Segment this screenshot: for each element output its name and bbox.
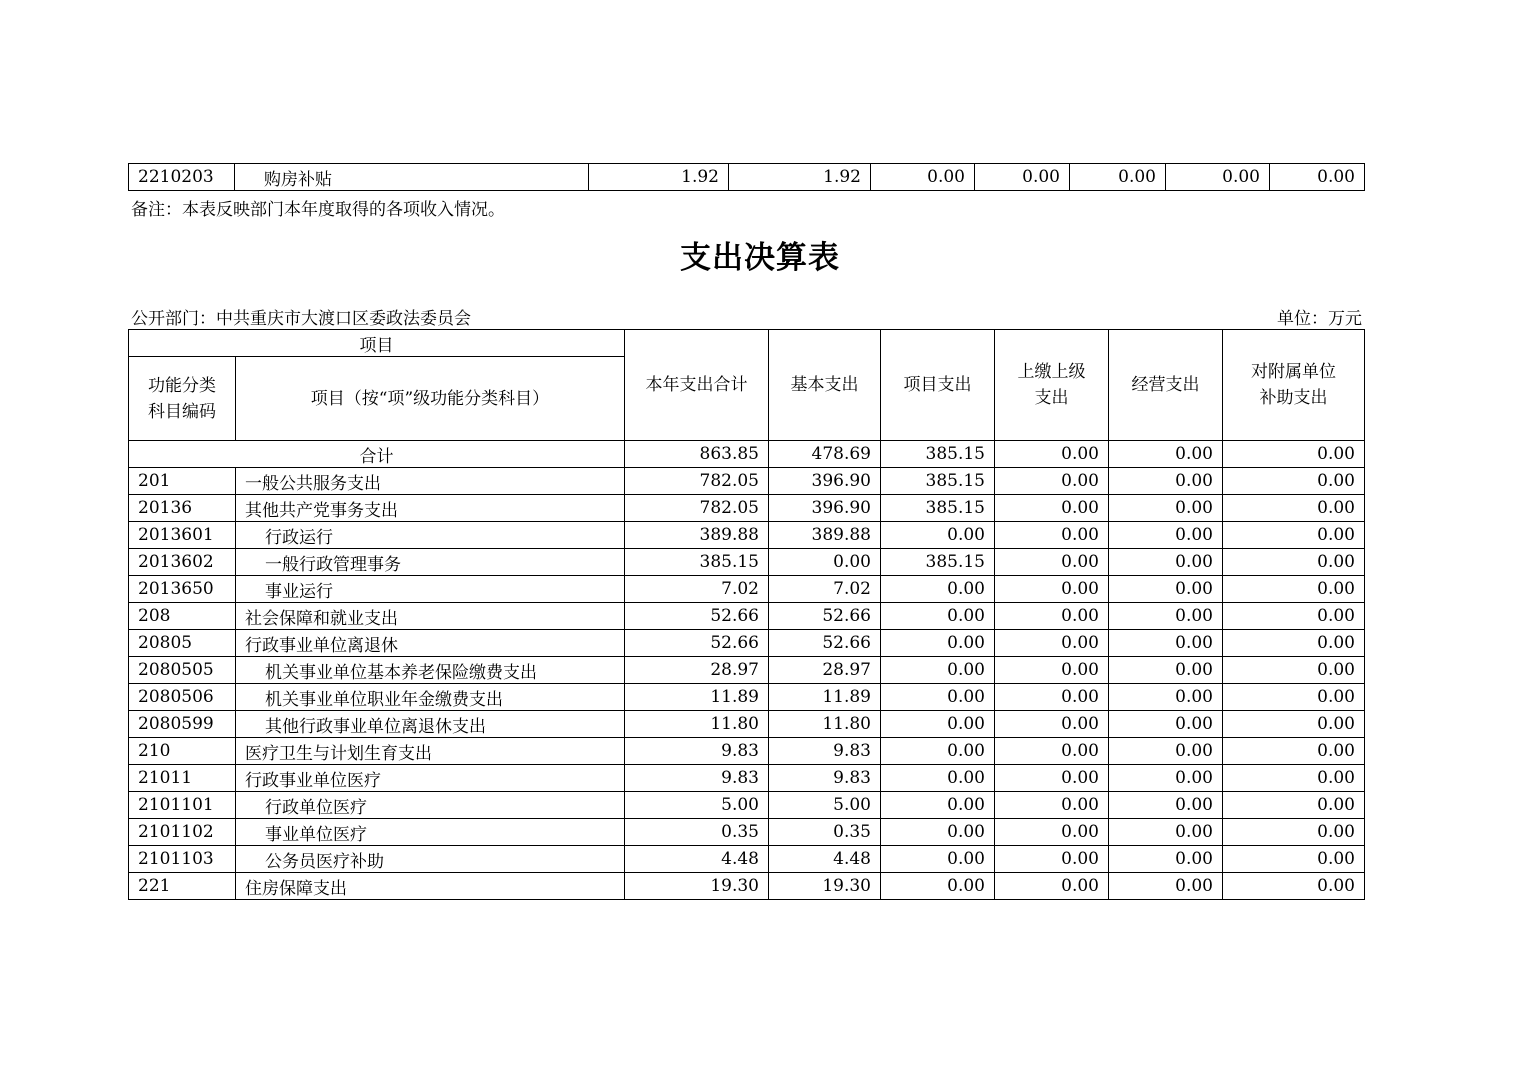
row-value: 0.00 xyxy=(1270,164,1365,191)
row-value: 0.00 xyxy=(995,630,1109,657)
row-code: 208 xyxy=(129,603,236,630)
row-value: 0.00 xyxy=(881,576,995,603)
row-value: 0.00 xyxy=(995,846,1109,873)
row-value: 1.92 xyxy=(589,164,729,191)
row-value: 0.00 xyxy=(1223,819,1365,846)
row-value: 0.00 xyxy=(1109,819,1223,846)
header-code: 功能分类科目编码 xyxy=(129,357,236,441)
row-value: 11.89 xyxy=(625,684,769,711)
row-value: 0.00 xyxy=(995,657,1109,684)
row-value: 385.15 xyxy=(881,549,995,576)
row-value: 0.00 xyxy=(995,765,1109,792)
header-total: 本年支出合计 xyxy=(625,330,769,441)
row-value: 0.00 xyxy=(881,603,995,630)
row-code: 21011 xyxy=(129,765,236,792)
table-body xyxy=(129,468,1365,900)
row-value: 0.00 xyxy=(995,819,1109,846)
row-code: 210 xyxy=(129,738,236,765)
row-name: 住房保障支出 xyxy=(236,873,625,900)
row-value: 0.00 xyxy=(1223,657,1365,684)
row-value: 0.00 xyxy=(995,522,1109,549)
row-value: 0.00 xyxy=(975,164,1070,191)
table-row xyxy=(129,657,1365,684)
row-value: 0.00 xyxy=(1223,765,1365,792)
row-value: 0.00 xyxy=(995,792,1109,819)
row-code: 2080505 xyxy=(129,657,236,684)
row-value: 0.00 xyxy=(995,549,1109,576)
row-value: 0.00 xyxy=(1109,873,1223,900)
row-value: 0.35 xyxy=(769,819,881,846)
total-row xyxy=(129,441,1365,468)
row-value: 28.97 xyxy=(625,657,769,684)
row-name: 机关事业单位职业年金缴费支出 xyxy=(236,684,625,711)
row-value: 0.00 xyxy=(1223,522,1365,549)
row-name: 公务员医疗补助 xyxy=(236,846,625,873)
row-code: 2080506 xyxy=(129,684,236,711)
row-value: 0.00 xyxy=(1109,576,1223,603)
total-label: 合计 xyxy=(129,441,625,468)
row-name: 机关事业单位基本养老保险缴费支出 xyxy=(236,657,625,684)
row-value: 0.00 xyxy=(881,738,995,765)
row-name: 事业单位医疗 xyxy=(236,819,625,846)
department-label: 公开部门：中共重庆市大渡口区委政法委员会 xyxy=(131,309,471,329)
row-value: 11.80 xyxy=(625,711,769,738)
header-row xyxy=(129,330,1365,357)
row-name: 其他行政事业单位离退休支出 xyxy=(236,711,625,738)
row-value: 0.00 xyxy=(769,549,881,576)
row-value: 0.00 xyxy=(1223,495,1365,522)
row-code: 20136 xyxy=(129,495,236,522)
row-value: 0.00 xyxy=(1223,549,1365,576)
row-value: 0.00 xyxy=(995,495,1109,522)
row-value: 0.00 xyxy=(1109,711,1223,738)
row-value: 0.00 xyxy=(881,684,995,711)
row-value: 0.00 xyxy=(1109,765,1223,792)
row-code: 2210203 xyxy=(129,164,235,191)
header-subsidiary: 对附属单位补助支出 xyxy=(1223,330,1365,441)
row-name: 行政运行 xyxy=(236,522,625,549)
header-name: 项目（按“项”级功能分类科目） xyxy=(236,357,625,441)
header-basic: 基本支出 xyxy=(769,330,881,441)
row-name: 行政单位医疗 xyxy=(236,792,625,819)
row-code: 2101102 xyxy=(129,819,236,846)
row-value: 0.00 xyxy=(1166,164,1270,191)
row-value: 782.05 xyxy=(625,495,769,522)
row-code: 2101103 xyxy=(129,846,236,873)
row-value: 52.66 xyxy=(769,630,881,657)
table-row xyxy=(129,792,1365,819)
row-value: 28.97 xyxy=(769,657,881,684)
table-row xyxy=(129,576,1365,603)
total-value: 863.85 xyxy=(625,441,769,468)
page-title: 支出决算表 xyxy=(680,240,840,276)
table-row xyxy=(129,603,1365,630)
row-value: 0.00 xyxy=(881,846,995,873)
row-value: 5.00 xyxy=(769,792,881,819)
row-value: 5.00 xyxy=(625,792,769,819)
table-row xyxy=(129,819,1365,846)
row-value: 0.00 xyxy=(881,819,995,846)
header-project: 项目支出 xyxy=(881,330,995,441)
table-row xyxy=(129,684,1365,711)
row-code: 20805 xyxy=(129,630,236,657)
row-value: 0.00 xyxy=(1223,603,1365,630)
row-code: 2101101 xyxy=(129,792,236,819)
row-value: 0.00 xyxy=(1109,846,1223,873)
table-row xyxy=(129,711,1365,738)
table-note: 备注：本表反映部门本年度取得的各项收入情况。 xyxy=(131,200,505,220)
table-row xyxy=(129,765,1365,792)
row-value: 1.92 xyxy=(729,164,871,191)
row-value: 4.48 xyxy=(769,846,881,873)
row-value: 4.48 xyxy=(625,846,769,873)
row-value: 0.00 xyxy=(1109,684,1223,711)
row-value: 396.90 xyxy=(769,468,881,495)
row-value: 0.00 xyxy=(881,522,995,549)
row-name: 购房补贴 xyxy=(235,164,589,191)
row-value: 0.00 xyxy=(1109,738,1223,765)
row-name: 行政事业单位离退休 xyxy=(236,630,625,657)
row-code: 2013602 xyxy=(129,549,236,576)
row-name: 其他共产党事务支出 xyxy=(236,495,625,522)
row-value: 9.83 xyxy=(625,765,769,792)
row-name: 行政事业单位医疗 xyxy=(236,765,625,792)
row-value: 396.90 xyxy=(769,495,881,522)
row-value: 0.00 xyxy=(1070,164,1166,191)
row-value: 0.00 xyxy=(1109,630,1223,657)
row-value: 0.00 xyxy=(995,468,1109,495)
row-value: 0.00 xyxy=(881,873,995,900)
row-value: 0.00 xyxy=(1223,630,1365,657)
row-value: 0.00 xyxy=(1109,522,1223,549)
row-value: 52.66 xyxy=(625,603,769,630)
row-value: 0.00 xyxy=(881,792,995,819)
row-value: 0.00 xyxy=(1109,792,1223,819)
row-code: 2013601 xyxy=(129,522,236,549)
row-value: 0.00 xyxy=(1223,792,1365,819)
table-row xyxy=(129,468,1365,495)
row-value: 0.00 xyxy=(995,603,1109,630)
row-value: 389.88 xyxy=(769,522,881,549)
row-value: 0.00 xyxy=(1223,468,1365,495)
row-value: 0.00 xyxy=(881,765,995,792)
row-value: 0.00 xyxy=(995,684,1109,711)
row-value: 9.83 xyxy=(625,738,769,765)
row-value: 11.80 xyxy=(769,711,881,738)
row-name: 一般公共服务支出 xyxy=(236,468,625,495)
table-row xyxy=(129,164,1365,191)
row-value: 52.66 xyxy=(769,603,881,630)
row-value: 0.00 xyxy=(995,711,1109,738)
row-value: 0.00 xyxy=(1223,873,1365,900)
row-value: 389.88 xyxy=(625,522,769,549)
row-value: 385.15 xyxy=(881,468,995,495)
row-value: 0.00 xyxy=(1109,468,1223,495)
row-value: 11.89 xyxy=(769,684,881,711)
table-row xyxy=(129,549,1365,576)
row-name: 医疗卫生与计划生育支出 xyxy=(236,738,625,765)
row-value: 19.30 xyxy=(625,873,769,900)
row-value: 0.00 xyxy=(881,711,995,738)
row-value: 19.30 xyxy=(769,873,881,900)
row-value: 9.83 xyxy=(769,738,881,765)
row-value: 0.00 xyxy=(1109,657,1223,684)
previous-table-fragment xyxy=(128,163,1365,191)
expenditure-table xyxy=(128,329,1365,900)
table-row xyxy=(129,495,1365,522)
table-row xyxy=(129,846,1365,873)
row-name: 社会保障和就业支出 xyxy=(236,603,625,630)
total-value: 0.00 xyxy=(995,441,1109,468)
header-upper: 上缴上级支出 xyxy=(995,330,1109,441)
row-value: 0.00 xyxy=(995,576,1109,603)
row-value: 782.05 xyxy=(625,468,769,495)
table-row xyxy=(129,522,1365,549)
row-value: 0.00 xyxy=(1223,711,1365,738)
row-value: 385.15 xyxy=(881,495,995,522)
table-row xyxy=(129,738,1365,765)
row-code: 201 xyxy=(129,468,236,495)
row-value: 0.00 xyxy=(881,657,995,684)
row-value: 7.02 xyxy=(769,576,881,603)
row-value: 0.00 xyxy=(881,630,995,657)
row-value: 0.00 xyxy=(1109,549,1223,576)
row-value: 0.00 xyxy=(1223,738,1365,765)
row-value: 7.02 xyxy=(625,576,769,603)
row-value: 0.00 xyxy=(1223,846,1365,873)
row-name: 事业运行 xyxy=(236,576,625,603)
total-value: 0.00 xyxy=(1109,441,1223,468)
row-value: 0.00 xyxy=(995,738,1109,765)
row-value: 9.83 xyxy=(769,765,881,792)
table-row xyxy=(129,873,1365,900)
table-row xyxy=(129,630,1365,657)
row-value: 0.00 xyxy=(1223,684,1365,711)
header-group: 项目 xyxy=(129,330,625,357)
row-value: 0.00 xyxy=(1109,603,1223,630)
row-value: 385.15 xyxy=(625,549,769,576)
row-value: 0.00 xyxy=(995,873,1109,900)
total-value: 385.15 xyxy=(881,441,995,468)
total-value: 478.69 xyxy=(769,441,881,468)
row-code: 221 xyxy=(129,873,236,900)
row-value: 0.35 xyxy=(625,819,769,846)
row-code: 2013650 xyxy=(129,576,236,603)
row-code: 2080599 xyxy=(129,711,236,738)
total-value: 0.00 xyxy=(1223,441,1365,468)
row-value: 0.00 xyxy=(1223,576,1365,603)
row-name: 一般行政管理事务 xyxy=(236,549,625,576)
row-value: 0.00 xyxy=(871,164,975,191)
unit-label: 单位：万元 xyxy=(1277,309,1362,329)
header-business: 经营支出 xyxy=(1109,330,1223,441)
row-value: 52.66 xyxy=(625,630,769,657)
row-value: 0.00 xyxy=(1109,495,1223,522)
